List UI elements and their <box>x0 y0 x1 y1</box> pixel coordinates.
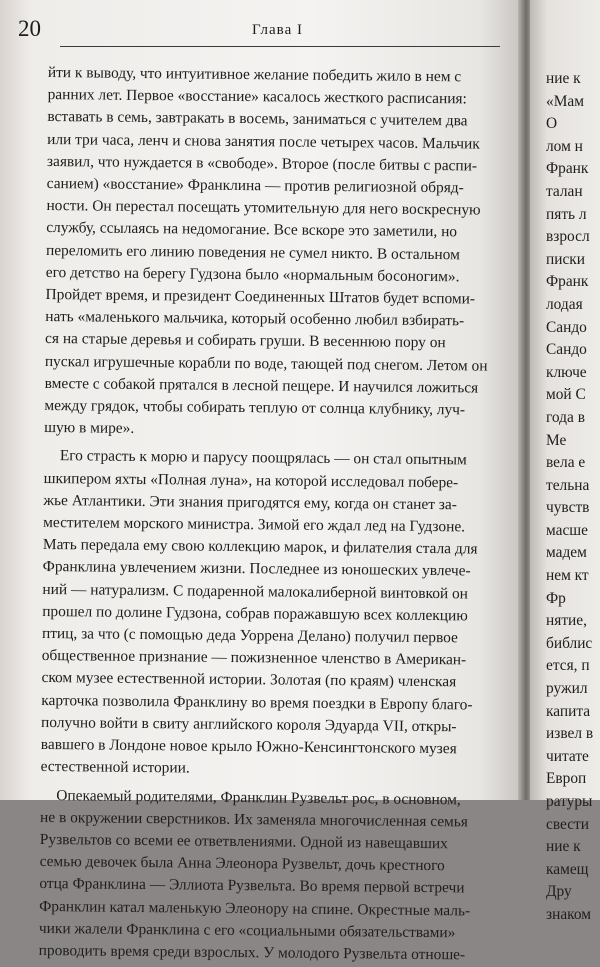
facing-page-line: извел в <box>546 725 594 743</box>
text-line: карточка позволила Франклину во время поездки в Европу благо- <box>41 691 473 714</box>
page-header <box>14 16 504 44</box>
facing-page-line: читате <box>546 747 589 765</box>
facing-page-line: ется, п <box>546 657 590 675</box>
facing-page-line: Франк <box>546 160 589 178</box>
text-line: его детство на берегу Гудзона было «нормальным босоногим». <box>45 263 460 286</box>
text-line: проводить время среди взрослых. У молодого Рузвельта отноше- <box>38 941 466 964</box>
text-line: службу, ссылаясь на недомогание. Все вскоре это заметили, но <box>46 219 458 241</box>
facing-page-line: знаком <box>546 905 591 923</box>
text-line: вместе с собакой прятался в лесной пещере. И научился ложиться <box>44 374 479 397</box>
text-line: переломить его линию поведения не сумел никто. В остальном <box>45 241 460 263</box>
paragraph <box>44 62 494 444</box>
facing-page-line: нем кт <box>546 567 589 585</box>
text-line: нать «маленького мальчика, который особенно любил взбирать- <box>45 308 465 330</box>
text-line: птиц, за что (с помощью деда Уоррена Делано) получил первое <box>41 625 459 647</box>
text-line: ний — натурализм. С подаренной малокалиберной винтовкой он <box>42 580 469 603</box>
facing-page-line: капита <box>546 702 591 720</box>
facing-page-line: Ме <box>546 431 567 449</box>
page-number: 20 <box>18 16 41 41</box>
text-line: общественное признание — пожизненное членство в Американ- <box>41 647 467 669</box>
text-line: отца Франклина — Эллиота Рузвельта. Во время первой встречи <box>39 875 465 897</box>
text-line: Франклина увлечением жизни. Последнее из юношеских увлече- <box>42 558 471 580</box>
text-line: Пройдет время, и президент Соединенных Штатов будет вспоми- <box>45 286 476 308</box>
text-line: Франклин катал маленькую Элеонору на спине. Окрестные маль- <box>39 897 471 919</box>
text-line: Опекаемый родителями, Франклин Рузвельт рос, в основном, <box>56 786 461 808</box>
facing-page-line: лом н <box>546 137 583 155</box>
text-line: Мать передала ему свою коллекцию марок, и филателия стала для <box>42 536 478 558</box>
facing-page-line: Сандо <box>546 341 587 359</box>
facing-page-line: ние к <box>546 70 581 87</box>
text-line: Его страсть к морю и парусу поощрялась — он стал опытным <box>59 447 467 469</box>
text-line: между грядок, чтобы собирать теплую от солнца клубнику, луч- <box>44 397 466 419</box>
text-line: естественной истории. <box>40 758 190 777</box>
text-line: вавшего в Лондоне новое крыло Южно-Кенсингтонского музея <box>40 736 457 758</box>
text-line: ся на старые деревья и собирать груши. В весеннюю пору он <box>45 330 446 352</box>
text-line: шую в мире». <box>44 419 135 438</box>
header-rule <box>60 46 500 47</box>
facing-page-line: взросл <box>546 228 590 246</box>
text-line: ском музее естественной истории. Золотая (по краям) членская <box>41 669 457 691</box>
paragraph <box>40 445 489 783</box>
facing-page-line: масше <box>546 521 588 539</box>
facing-page-line: ключе <box>546 363 587 381</box>
text-line: чики жалели Франклина с его «социальными обязательствами» <box>38 919 456 942</box>
facing-page-line: лодая <box>546 295 583 313</box>
facing-page-line: чувств <box>546 499 590 517</box>
text-line: не в окружении сверстников. Их заменяла многочисленная семья <box>40 808 469 831</box>
text-line: шкипером яхты «Полная луна», на которой исследовал побере- <box>43 469 459 491</box>
facing-page-line: Фр <box>546 589 566 607</box>
facing-page-line: ние к <box>546 838 581 856</box>
facing-page-line: года в <box>546 408 585 426</box>
text-line: или три часа, ленч и снова занятия после четырех часов. Мальчик <box>47 130 480 153</box>
text-line: жье Атлантики. Эти знания пригодятся ему, когда он станет за- <box>43 491 457 514</box>
facing-page-line: свести <box>546 815 590 833</box>
facing-page-text <box>546 68 600 927</box>
facing-page-line: библис <box>546 634 593 652</box>
facing-page-line: камещ <box>546 860 589 878</box>
chapter-title: Глава I <box>252 22 303 38</box>
text-line: ранних лет. Первое «восстание» касалось жесткого расписания: <box>47 86 467 108</box>
facing-page-line: Дру <box>546 883 572 901</box>
facing-page-line: мой С <box>546 386 586 404</box>
text-line: пускал игрушечные корабли по воде, тающей под снегом. Летом он <box>44 352 488 375</box>
text-line: йти к выводу, что интуитивное желание победить жило в нем с <box>47 63 462 86</box>
text-line: Рузвельтов со всеми ее ответвлениями. Одной из навещавших <box>39 830 448 853</box>
body-text <box>39 62 494 967</box>
facing-page-line: ружил <box>546 680 588 698</box>
facing-page-line: нятие, <box>546 612 587 630</box>
facing-page-line: «Мам <box>546 92 584 110</box>
text-line: вставать в семь, завтракать в восемь, заниматься с учителем два <box>47 108 468 130</box>
text-line: заявил, что нуждается в «свободе». Второе (после битвы с распи- <box>46 152 478 175</box>
facing-page-line: Сандо <box>546 318 587 336</box>
facing-page-line: писки <box>546 250 586 268</box>
text-line: местителем морского министра. Зимой его ждал лед на Гудзоне. <box>43 514 466 536</box>
paragraph <box>39 784 487 966</box>
text-line: семью девочек была Анна Элеонора Рузвельт, дочь крестного <box>39 853 445 875</box>
facing-page-line: талан <box>546 182 583 200</box>
facing-page-line: Европ <box>546 770 587 788</box>
facing-page-line: пять л <box>546 205 587 223</box>
facing-page-line: О <box>546 115 558 133</box>
text-line: ности. Он перестал посещать утомительную для него воскресную <box>46 197 481 219</box>
facing-page-line: мадем <box>546 544 587 562</box>
text-line: прошел по долине Гудзона, собрав поражавшую всех коллекцию <box>42 602 468 625</box>
facing-page-line: вела е <box>546 454 586 472</box>
facing-page-line: Франк <box>546 273 589 291</box>
facing-page-line: тельна <box>546 476 590 494</box>
facing-page-line: ратуры <box>546 793 593 810</box>
text-line: получно войти в свиту английского короля Эдуарда VII, откры- <box>40 713 457 736</box>
text-line: санием) «восстание» Франклина — против религиозной обряд- <box>46 175 464 197</box>
